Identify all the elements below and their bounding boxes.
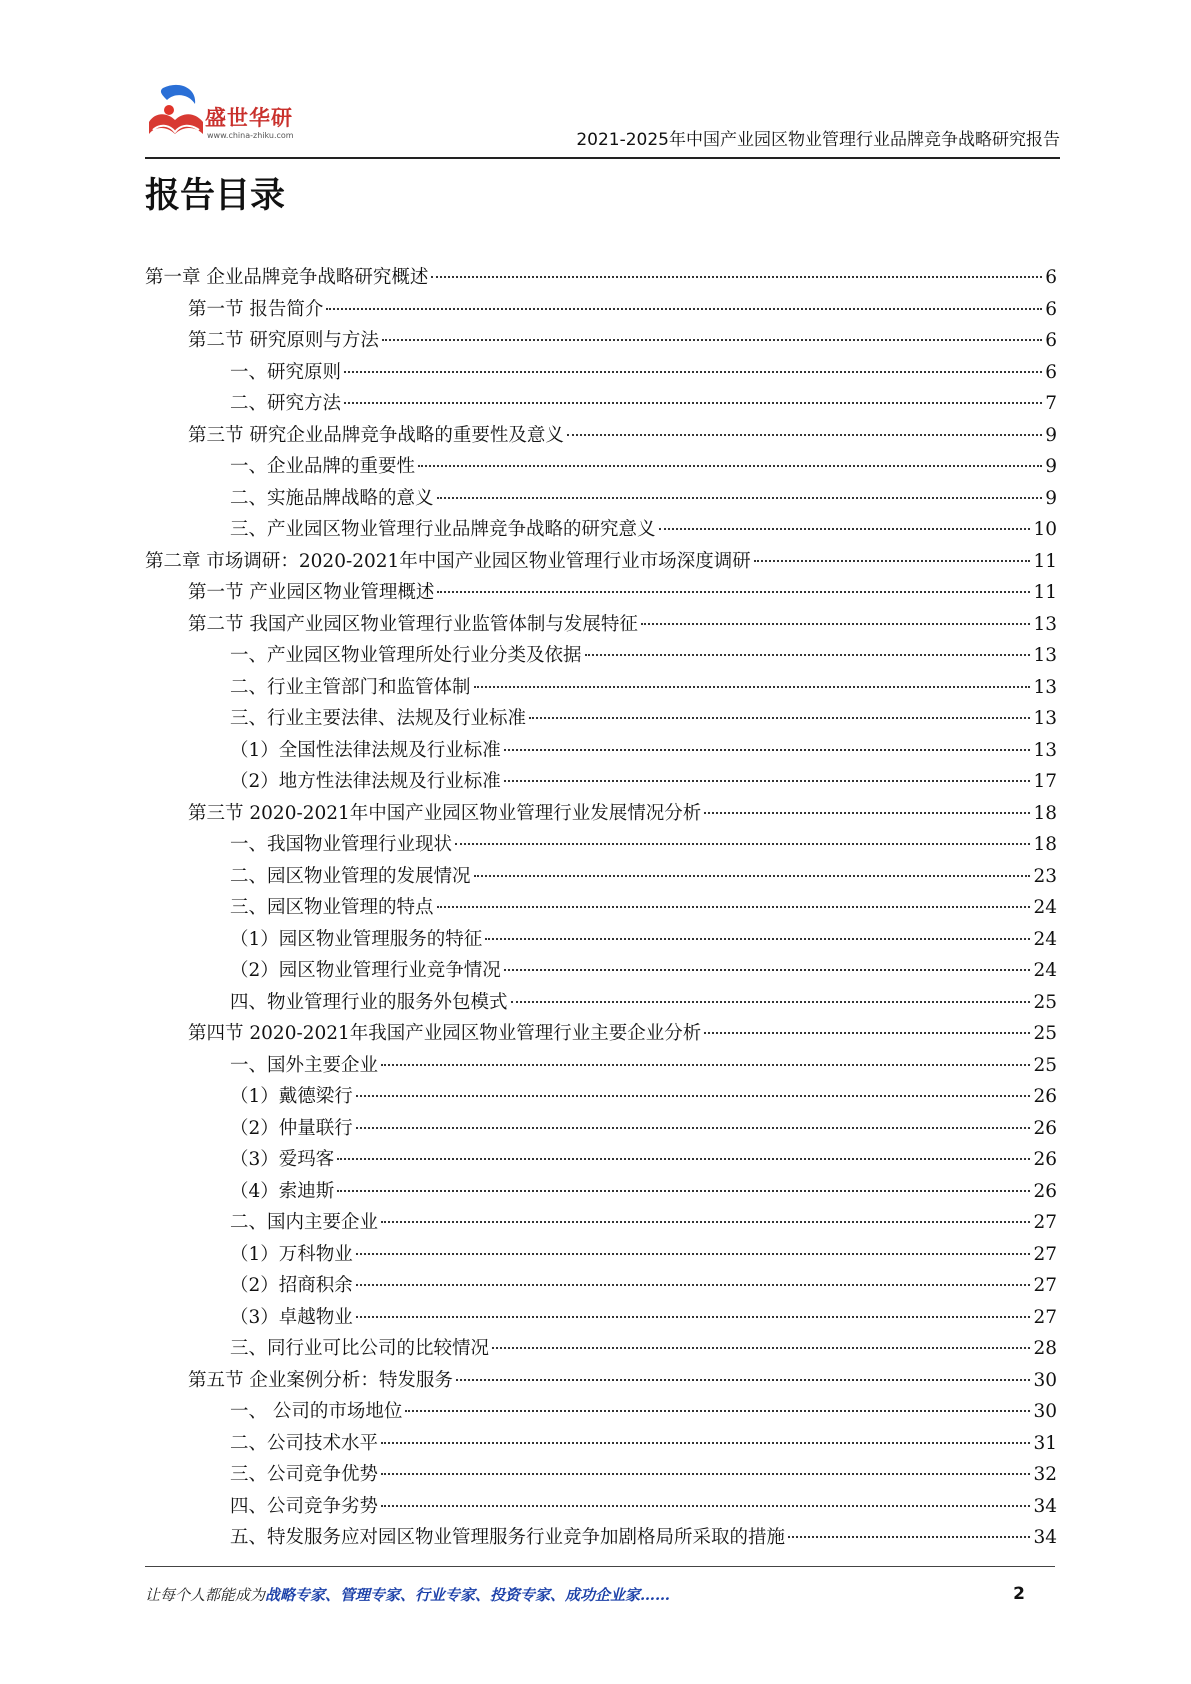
toc-dot-leader [437, 497, 1043, 499]
toc-entry[interactable] [145, 1333, 1057, 1365]
toc-entry-label: 第四节 2020-2021年我国产业园区物业管理行业主要企业分析 [188, 1023, 702, 1044]
toc-entry-label: 三、园区物业管理的特点 [230, 897, 434, 918]
toc-entry-page: 27 [1033, 1212, 1057, 1233]
toc-entry-label: 第二节 我国产业园区物业管理行业监管体制与发展特征 [188, 613, 638, 635]
toc-entry-page: 18 [1033, 802, 1057, 824]
toc-entry-label: 四、公司竞争劣势 [230, 1495, 379, 1517]
toc-entry-label: 第一节 产业园区物业管理概述 [188, 582, 435, 603]
toc-entry-page: 6 [1045, 330, 1057, 351]
footer-slogan-roles: 战略专家、管理专家、行业专家、投资专家、成功企业家…… [265, 1586, 671, 1604]
toc-entry-page: 24 [1033, 960, 1057, 981]
toc-dot-leader [405, 1410, 1030, 1412]
toc-dot-leader [754, 560, 1031, 562]
page-number: 2 [1013, 1584, 1025, 1604]
toc-entry-label: 二、行业主管部门和监管体制 [230, 676, 471, 698]
toc-entry-label: 第一节 报告简介 [188, 298, 324, 320]
toc-entry-page: 7 [1045, 393, 1057, 414]
toc-entry[interactable] [145, 325, 1057, 357]
toc-entry[interactable] [145, 420, 1057, 452]
toc-entry-label: 第一章 企业品牌竞争战略研究概述 [145, 267, 429, 288]
page-header [145, 80, 1060, 156]
toc-entry-label: （1）万科物业 [230, 1243, 353, 1265]
toc-entry[interactable] [145, 1396, 1057, 1428]
toc-entry[interactable] [145, 955, 1057, 987]
toc-entry-page: 17 [1033, 771, 1057, 792]
toc-dot-leader [418, 465, 1042, 467]
footer-slogan-lead: 让每个人都能成为 [145, 1586, 266, 1604]
toc-entry-page: 27 [1033, 1275, 1057, 1296]
toc-dot-leader [381, 1473, 1030, 1475]
toc-entry-label: 第五节 企业案例分析：特发服务 [188, 1369, 453, 1391]
toc-entry-label: 三、行业主要法律、法规及行业标准 [230, 708, 527, 729]
toc-entry-page: 11 [1033, 582, 1057, 603]
toc-entry-label: 一、企业品牌的重要性 [230, 456, 416, 477]
toc-entry-label: 二、实施品牌战略的意义 [230, 487, 434, 509]
toc-dot-leader [659, 528, 1031, 530]
toc-dot-leader [788, 1536, 1030, 1538]
toc-entry-page: 25 [1033, 991, 1057, 1013]
toc-entry-page: 27 [1033, 1243, 1057, 1265]
toc-dot-leader [529, 717, 1030, 719]
toc-dot-leader [337, 1190, 1030, 1192]
toc-entry-page: 6 [1045, 361, 1057, 383]
toc-entry[interactable] [145, 451, 1057, 483]
toc-entry-page: 11 [1033, 550, 1057, 572]
toc-entry-page: 10 [1033, 519, 1057, 540]
toc-dot-leader [381, 1442, 1030, 1444]
toc-entry-label: 二、研究方法 [230, 393, 342, 414]
toc-entry-page: 9 [1045, 456, 1057, 477]
toc-entry-label: （1）戴德梁行 [230, 1086, 353, 1107]
toc-entry-page: 18 [1033, 834, 1057, 855]
toc-entry-page: 6 [1045, 267, 1057, 288]
page-title: 报告目录 [145, 176, 286, 216]
toc-entry-label: 三、同行业可比公司的比较情况 [230, 1338, 490, 1359]
toc-entry[interactable] [145, 892, 1057, 924]
toc-entry[interactable] [145, 861, 1057, 893]
toc-dot-leader [356, 1284, 1031, 1286]
toc-entry-label: 第二节 研究原则与方法 [188, 330, 379, 351]
toc-entry-page: 26 [1033, 1117, 1057, 1139]
book-logo-icon [145, 82, 207, 144]
toc-dot-leader [431, 276, 1042, 278]
toc-entry-label: （3）爱玛客 [230, 1149, 335, 1170]
toc-entry-label: （2）招商积余 [230, 1275, 353, 1296]
toc-entry[interactable] [145, 672, 1057, 704]
toc-dot-leader [492, 1347, 1030, 1349]
toc-dot-leader [437, 906, 1031, 908]
toc-entry[interactable] [145, 609, 1057, 641]
toc-entry[interactable] [145, 357, 1057, 389]
toc-dot-leader [356, 1127, 1031, 1129]
toc-entry-page: 13 [1033, 739, 1057, 761]
toc-entry-label: 二、国内主要企业 [230, 1212, 379, 1233]
toc-entry[interactable] [145, 1459, 1057, 1491]
toc-dot-leader [381, 1505, 1030, 1507]
toc-entry-label: 一、产业园区物业管理所处行业分类及依据 [230, 645, 582, 666]
toc-dot-leader [474, 875, 1031, 877]
toc-dot-leader [704, 1032, 1030, 1034]
toc-dot-leader [455, 843, 1030, 845]
toc-entry[interactable] [145, 987, 1057, 1019]
toc-entry-page: 34 [1033, 1495, 1057, 1517]
toc-entry-label: （2）地方性法律法规及行业标准 [230, 771, 501, 792]
toc-entry-label: （1）园区物业管理服务的特征 [230, 928, 483, 950]
toc-entry[interactable] [145, 262, 1057, 294]
toc-entry-label: 二、园区物业管理的发展情况 [230, 865, 471, 887]
toc-dot-leader [337, 1158, 1030, 1160]
toc-entry-page: 24 [1033, 928, 1057, 950]
header-divider [145, 157, 1060, 159]
toc-entry[interactable] [145, 1270, 1057, 1302]
toc-entry-page: 26 [1033, 1149, 1057, 1170]
toc-dot-leader [511, 1001, 1031, 1003]
toc-entry[interactable] [145, 514, 1057, 546]
toc-dot-leader [356, 1253, 1031, 1255]
toc-entry[interactable] [145, 766, 1057, 798]
toc-dot-leader [381, 1221, 1030, 1223]
toc-entry-page: 28 [1033, 1338, 1057, 1359]
toc-entry-page: 34 [1033, 1527, 1057, 1548]
toc-entry[interactable] [145, 388, 1057, 420]
brand-logo [145, 80, 315, 146]
toc-entry[interactable] [145, 1050, 1057, 1082]
toc-entry-label: 一、国外主要企业 [230, 1054, 379, 1076]
page-footer [145, 1584, 1025, 1608]
toc-dot-leader [437, 591, 1030, 593]
toc-entry[interactable] [145, 1144, 1057, 1176]
toc-entry[interactable] [145, 924, 1057, 956]
toc-entry-page: 26 [1033, 1180, 1057, 1202]
toc-entry[interactable] [145, 735, 1057, 767]
toc-entry[interactable] [145, 1428, 1057, 1460]
toc-entry-label: 五、特发服务应对园区物业管理服务行业竞争加剧格局所采取的措施 [230, 1527, 786, 1548]
toc-dot-leader [456, 1379, 1031, 1381]
toc-entry-label: 一、我国物业管理行业现状 [230, 834, 453, 855]
toc-entry-page: 27 [1033, 1306, 1057, 1328]
toc-entry-page: 30 [1033, 1369, 1057, 1391]
toc-entry[interactable] [145, 546, 1057, 578]
toc-entry-label: （2）园区物业管理行业竞争情况 [230, 960, 501, 981]
toc-entry[interactable] [145, 1522, 1057, 1554]
toc-dot-leader [326, 308, 1042, 310]
toc-entry-label: 一、研究原则 [230, 361, 342, 383]
toc-entry[interactable] [145, 483, 1057, 515]
toc-entry-page: 31 [1033, 1432, 1057, 1454]
toc-dot-leader [485, 938, 1030, 940]
toc-dot-leader [344, 371, 1042, 373]
toc-entry-page: 25 [1033, 1023, 1057, 1044]
toc-entry[interactable] [145, 1018, 1057, 1050]
toc-entry-page: 6 [1045, 298, 1057, 320]
toc-dot-leader [504, 780, 1031, 782]
toc-entry-page: 13 [1033, 613, 1057, 635]
toc-dot-leader [704, 812, 1030, 814]
toc-entry-label: 第二章 市场调研：2020-2021年中国产业园区物业管理行业市场深度调研 [145, 550, 751, 572]
toc-dot-leader [504, 749, 1031, 751]
toc-dot-leader [382, 339, 1042, 341]
toc-entry-label: 第三节 研究企业品牌竞争战略的重要性及意义 [188, 424, 564, 446]
logo-url: www.china-zhiku.com [207, 131, 294, 140]
table-of-contents [145, 262, 1057, 1554]
toc-entry-label: 一、 公司的市场地位 [230, 1401, 403, 1422]
toc-entry[interactable] [145, 1302, 1057, 1334]
toc-entry[interactable] [145, 1113, 1057, 1145]
toc-entry-label: 第三节 2020-2021年中国产业园区物业管理行业发展情况分析 [188, 802, 702, 824]
toc-dot-leader [567, 434, 1042, 436]
toc-entry[interactable] [145, 1365, 1057, 1397]
toc-dot-leader [344, 402, 1042, 404]
toc-entry-page: 25 [1033, 1054, 1057, 1076]
toc-entry-label: （1）全国性法律法规及行业标准 [230, 739, 501, 761]
toc-entry[interactable] [145, 577, 1057, 609]
toc-entry[interactable] [145, 798, 1057, 830]
toc-entry-page: 30 [1033, 1401, 1057, 1422]
footer-divider [145, 1566, 1055, 1567]
toc-dot-leader [474, 686, 1031, 688]
toc-entry-label: 四、物业管理行业的服务外包模式 [230, 991, 508, 1013]
toc-dot-leader [381, 1064, 1030, 1066]
report-title: 2021-2025年中国产业园区物业管理行业品牌竞争战略研究报告 [576, 130, 1060, 150]
toc-entry-page: 9 [1045, 487, 1057, 509]
toc-entry[interactable] [145, 1239, 1057, 1271]
toc-entry-page: 23 [1033, 865, 1057, 887]
toc-entry-page: 32 [1033, 1464, 1057, 1485]
toc-entry-page: 24 [1033, 897, 1057, 918]
toc-entry-page: 9 [1045, 424, 1057, 446]
toc-entry-page: 26 [1033, 1086, 1057, 1107]
toc-dot-leader [504, 969, 1031, 971]
toc-entry[interactable] [145, 829, 1057, 861]
toc-entry[interactable] [145, 294, 1057, 326]
toc-dot-leader [641, 623, 1031, 625]
toc-entry-page: 13 [1033, 645, 1057, 666]
toc-entry-label: 三、产业园区物业管理行业品牌竞争战略的研究意义 [230, 519, 656, 540]
toc-entry-label: （2）仲量联行 [230, 1117, 353, 1139]
toc-entry-page: 13 [1033, 676, 1057, 698]
toc-entry[interactable] [145, 1176, 1057, 1208]
toc-dot-leader [356, 1095, 1031, 1097]
toc-entry[interactable] [145, 1491, 1057, 1523]
toc-entry-label: 二、公司技术水平 [230, 1432, 379, 1454]
toc-entry[interactable] [145, 703, 1057, 735]
toc-entry-page: 13 [1033, 708, 1057, 729]
toc-entry-label: 三、公司竞争优势 [230, 1464, 379, 1485]
toc-entry-label: （3）卓越物业 [230, 1306, 353, 1328]
toc-entry-label: （4）索迪斯 [230, 1180, 335, 1202]
toc-entry[interactable] [145, 640, 1057, 672]
toc-entry[interactable] [145, 1207, 1057, 1239]
logo-name: 盛世华研 [205, 106, 293, 130]
toc-entry[interactable] [145, 1081, 1057, 1113]
toc-dot-leader [585, 654, 1031, 656]
toc-dot-leader [356, 1316, 1031, 1318]
